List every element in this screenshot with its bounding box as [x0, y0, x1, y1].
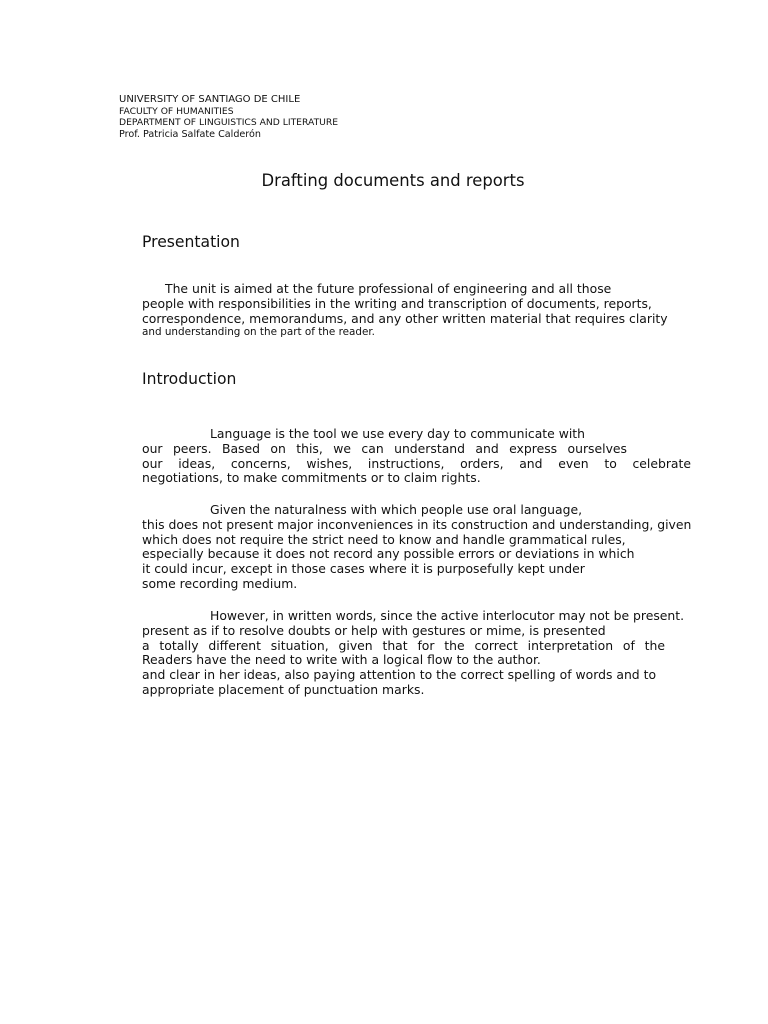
introduction-paragraph-3 — [142, 608, 685, 698]
paragraph-line: Given the naturalness with which people use oral language, — [210, 502, 583, 517]
introduction-paragraph-1 — [142, 427, 691, 486]
document-title: Drafting documents and reports — [261, 171, 525, 190]
paragraph-line: The unit is aimed at the future professional of engineering and all those — [165, 281, 612, 296]
paragraph-line: a totally different situation, given that for the correct interpretation of the — [142, 637, 665, 653]
introduction-heading: Introduction — [142, 370, 237, 388]
paragraph-line: However, in written words, since the active interlocutor may not be present. — [210, 608, 685, 623]
paragraph-line: especially because it does not record any possible errors or deviations in which — [142, 546, 635, 562]
paragraph-line: present as if to resolve doubts or help with gestures or mime, is presented — [142, 622, 606, 638]
institution-header — [119, 94, 338, 141]
paragraph-line: people with responsibilities in the writing and transcription of documents, reports, — [142, 295, 652, 311]
paragraph-line: Readers have the need to write with a logical flow to the author. — [142, 652, 541, 668]
paragraph-line: our peers. Based on this, we can understand and express ourselves — [142, 440, 627, 456]
presentation-paragraph — [142, 282, 687, 339]
department-name: DEPARTMENT OF LINGUISTICS AND LITERATURE — [119, 117, 339, 128]
faculty-name: FACULTY OF HUMANITIES — [119, 106, 234, 117]
paragraph-line: Language is the tool we use every day to communicate with — [210, 426, 586, 441]
paragraph-line: correspondence, memorandums, and any other written material that requires clarity — [142, 310, 668, 326]
paragraph-line: and clear in her ideas, also paying attention to the correct spelling of words and to — [142, 667, 657, 683]
paragraph-line: which does not require the strict need to know and handle grammatical rules, — [142, 531, 626, 547]
paragraph-line: negotiations, to make commitments or to claim rights. — [142, 470, 481, 486]
university-name: UNIVERSITY OF SANTIAGO DE CHILE — [119, 94, 301, 105]
paragraph-line: appropriate placement of punctuation marks. — [142, 681, 425, 697]
professor-name: Prof. Patricia Salfate Calderón — [119, 129, 261, 140]
paragraph-line: some recording medium. — [142, 575, 298, 591]
presentation-heading: Presentation — [142, 233, 240, 251]
paragraph-line: and understanding on the part of the reader. — [142, 326, 375, 339]
paragraph-line: this does not present major inconveniences in its construction and understanding, given — [142, 516, 692, 532]
paragraph-line: our ideas, concerns, wishes, instructions, orders, and even to celebrate — [142, 455, 691, 471]
paragraph-line: it could incur, except in those cases where it is purposefully kept under — [142, 561, 585, 577]
introduction-paragraph-2 — [142, 503, 710, 592]
